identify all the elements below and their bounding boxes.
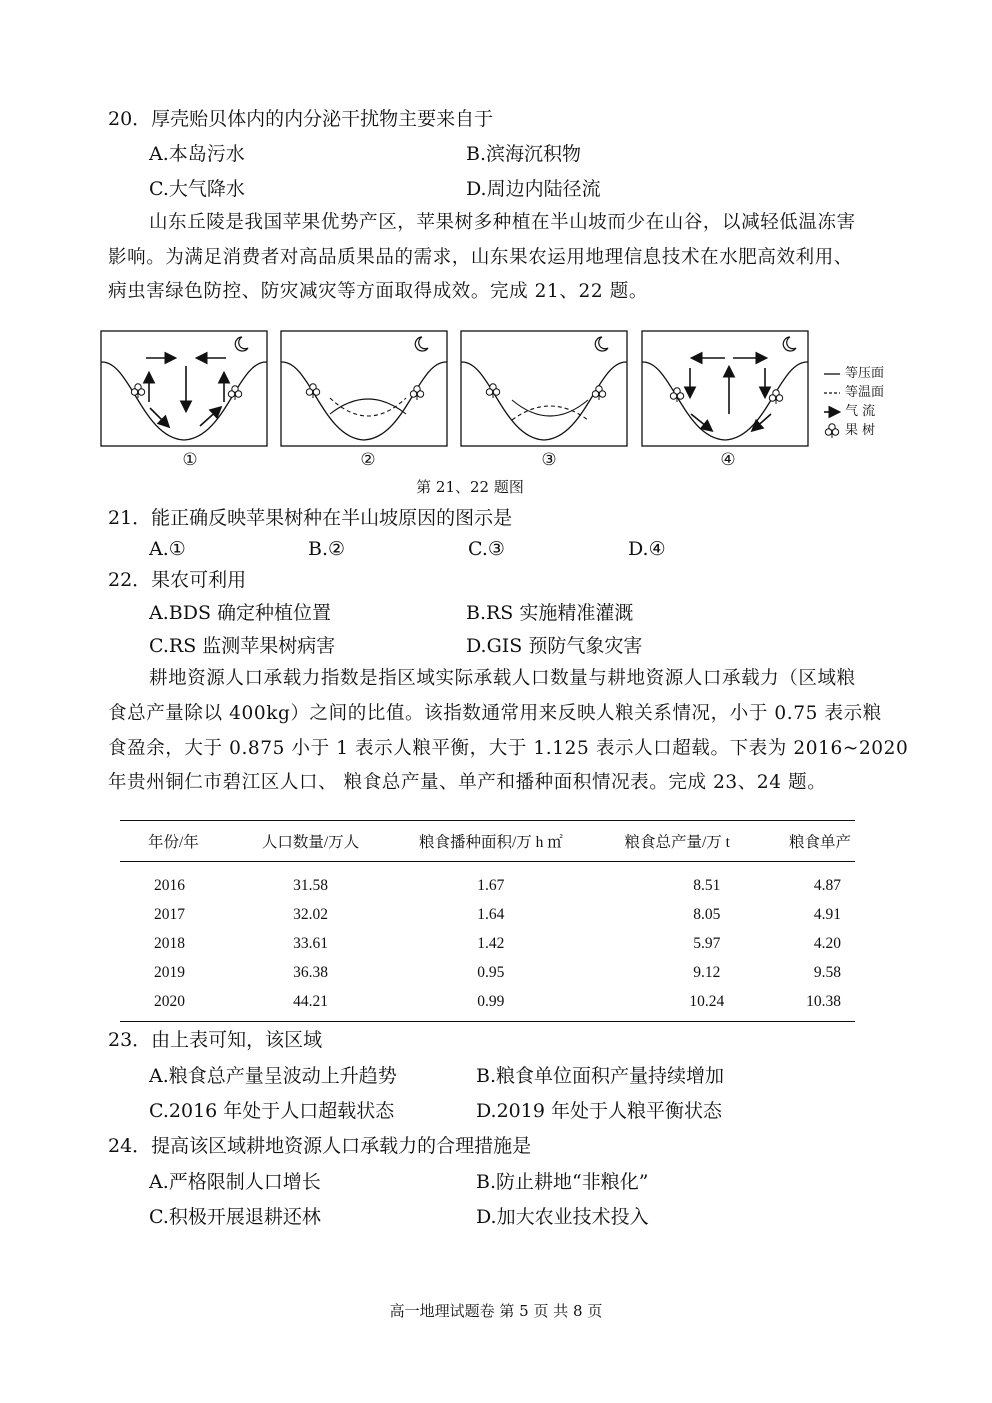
question-24-stem: 24．提高该区域耕地资源人口承载力的合理措施是 [108, 1135, 532, 1157]
table-cell: 32.02 [293, 905, 328, 923]
q24-option-a: A.严格限制人口增长 [149, 1171, 321, 1193]
table-row [120, 987, 855, 1022]
table-cell: 31.58 [293, 876, 328, 894]
q21-option-c: C.③ [468, 538, 505, 560]
header-sown-area: 粮食播种面积/万 h ㎡ [384, 821, 599, 862]
intro2-line-4: 年贵州铜仁市碧江区人口、 粮食总产量、单产和播种面积情况表。完成 23、24 题。 [108, 772, 827, 793]
intro2-line-3: 食盈余，大于 0.875 小于 1 表示人粮平衡，大于 1.125 表示人口超载。下表为 2016~2020 [108, 738, 909, 759]
table-header-row [120, 821, 855, 862]
table-cell: 0.99 [384, 987, 599, 1022]
q20-option-d: D.周边内陆径流 [466, 178, 601, 200]
q21-option-d: D.④ [628, 538, 666, 560]
table-cell: 4.91 [813, 905, 841, 923]
question-23-stem: 23．由上表可知，该区域 [108, 1029, 323, 1051]
table-cell: 2020 [120, 987, 237, 1022]
table-cell: 36.38 [293, 963, 328, 981]
table-row [120, 929, 855, 958]
header-unit-yield: 粮食单产 [756, 821, 855, 862]
legend-fruit-tree: 果 树 [845, 423, 876, 438]
figure-legend [845, 364, 884, 440]
table-cell: 8.05 [693, 905, 721, 923]
intro1-line-2: 影响。为满足消费者对高品质果品的需求，山东果农运用地理信息技术在水肥高效利用、 [108, 247, 853, 268]
panel-label-3: ③ [541, 450, 557, 470]
table-cell: 10.24 [598, 987, 756, 1022]
table-cell: 4.20 [813, 934, 841, 952]
q22-option-d: D.GIS 预防气象灾害 [466, 635, 643, 657]
legend-airflow: 气 流 [845, 404, 876, 419]
q23-option-b: B.粮食单位面积产量持续增加 [476, 1065, 725, 1087]
q24-option-b: B.防止耕地“非粮化” [476, 1171, 649, 1193]
table-cell: 2016 [154, 876, 185, 894]
q23-option-c: C.2016 年处于人口超载状态 [149, 1100, 395, 1122]
legend-isotherm: 等温面 [845, 385, 885, 400]
q23-option-d: D.2019 年处于人粮平衡状态 [476, 1100, 722, 1122]
table-row [120, 958, 855, 987]
panel-2-diagram [281, 331, 447, 446]
question-22-stem: 22．果农可利用 [108, 569, 247, 591]
table-row [120, 862, 855, 901]
panel-label-2: ② [360, 450, 376, 470]
q21-option-b: B.② [308, 538, 346, 560]
legend-symbols [824, 374, 840, 438]
q22-option-b: B.RS 实施精准灌溉 [466, 602, 634, 624]
table-cell: 8.51 [693, 876, 721, 894]
table-cell: 5.97 [693, 934, 721, 952]
q22-option-c: C.RS 监测苹果树病害 [149, 635, 336, 657]
q23-option-a: A.粮食总产量呈波动上升趋势 [149, 1065, 397, 1087]
q21-option-a: A.① [149, 538, 186, 560]
q22-option-a: A.BDS 确定种植位置 [149, 602, 332, 624]
intro1-line-1: 山东丘陵是我国苹果优势产区，苹果树多种植在半山坡而少在山谷，以减轻低温冻害 [149, 212, 856, 233]
table-cell: 33.61 [293, 934, 328, 952]
q20-option-a: A.本岛污水 [149, 143, 245, 165]
table-row [120, 900, 855, 929]
q24-option-d: D.加大农业技术投入 [476, 1206, 649, 1228]
page-footer: 高一地理试题卷 第 5 页 共 8 页 [389, 1302, 603, 1320]
population-grain-table [120, 820, 855, 1022]
intro2-line-2: 食总产量除以 400kg）之间的比值。该指数通常用来反映人粮关系情况，小于 0.75 表示粮 [108, 703, 882, 724]
panel-4-diagram [642, 331, 808, 446]
table-cell: 0.95 [477, 963, 505, 981]
table-cell: 9.58 [813, 963, 841, 981]
panel-label-4: ④ [720, 450, 736, 470]
table-cell: 1.64 [477, 905, 505, 923]
figure-caption: 第 21、22 题图 [416, 478, 524, 496]
intro1-line-3: 病虫害绿色防控、防灾减灾等方面取得成效。完成 21、22 题。 [108, 281, 648, 302]
table-cell: 1.42 [477, 934, 505, 952]
q24-option-c: C.积极开展退耕还林 [149, 1206, 321, 1228]
legend-isobar: 等压面 [845, 366, 885, 381]
q20-option-c: C.大气降水 [149, 178, 245, 200]
table-cell: 10.38 [756, 987, 855, 1022]
table-cell: 2018 [154, 934, 185, 952]
table-cell: 9.12 [693, 963, 721, 981]
table-cell: 44.21 [237, 987, 383, 1022]
header-year: 年份/年 [120, 821, 237, 862]
panel-3-diagram [461, 331, 627, 446]
question-21-stem: 21．能正确反映苹果树种在半山坡原因的图示是 [108, 507, 513, 529]
q20-option-b: B.滨海沉积物 [466, 143, 582, 165]
panel-label-1: ① [182, 450, 198, 470]
header-population: 人口数量/万人 [237, 821, 383, 862]
table-cell: 2019 [154, 963, 185, 981]
table-cell: 4.87 [813, 876, 841, 894]
header-total-output: 粮食总产量/万 t [598, 821, 756, 862]
valley-diagram-figure [100, 330, 890, 472]
table-cell: 1.67 [477, 876, 505, 894]
intro2-line-1: 耕地资源人口承载力指数是指区域实际承载人口数量与耕地资源人口承载力（区域粮 [149, 668, 856, 689]
panel-1-diagram [101, 331, 267, 446]
question-20-stem: 20．厚壳贻贝体内的内分泌干扰物主要来自于 [108, 108, 494, 130]
table-cell: 2017 [154, 905, 185, 923]
